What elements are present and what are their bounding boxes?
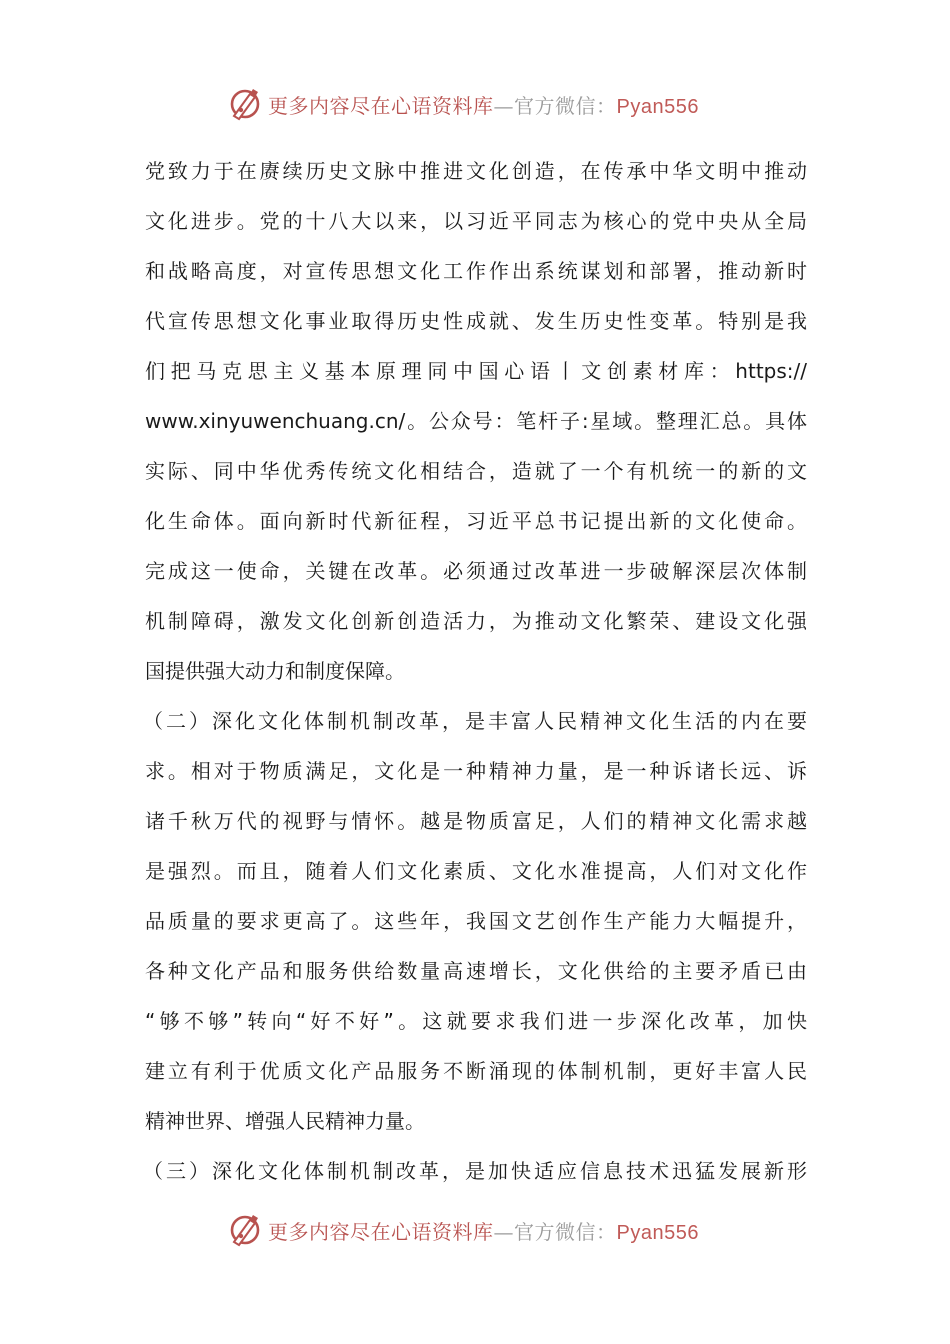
footer-wechat-id: Pyan556	[616, 1221, 699, 1244]
body-line: 机制障碍，激发文化创新创造活力，为推动文化繁荣、建设文化强	[145, 609, 807, 633]
header-separator: —	[493, 93, 514, 118]
header-official-label: 官方微信：	[514, 93, 617, 118]
footer-banner-text	[268, 1216, 699, 1245]
body-line: 各种文化产品和服务供给数量高速增长，文化供给的主要矛盾已由	[145, 959, 807, 983]
body-line: 建立有利于优质文化产品服务不断涌现的体制机制，更好丰富人民	[145, 1059, 807, 1083]
document-body	[145, 146, 807, 1196]
header-banner-text	[268, 90, 699, 119]
header-banner	[228, 84, 748, 124]
body-line: 化生命体。面向新时代新征程，习近平总书记提出新的文化使命。	[145, 509, 807, 533]
body-line: 党致力于在赓续历史文脉中推进文化创造，在传承中华文明中推动	[145, 159, 807, 183]
body-line: 完成这一使命，关键在改革。必须通过改革进一步破解深层次体制	[145, 559, 807, 583]
body-line: 求。相对于物质满足，文化是一种精神力量，是一种诉诸长远、诉	[145, 759, 807, 783]
footer-brand-text: 更多内容尽在心语资料库	[268, 1219, 494, 1244]
body-line: 诸千秋万代的视野与情怀。越是物质富足，人们的精神文化需求越	[145, 809, 807, 833]
body-line: 是强烈。而且，随着人们文化素质、文化水准提高，人们对文化作	[145, 859, 807, 883]
body-line: 文化进步。党的十八大以来，以习近平同志为核心的党中央从全局	[145, 209, 807, 233]
body-line: 代宣传思想文化事业取得历史性成就、发生历史性变革。特别是我	[145, 309, 807, 333]
body-line: 品质量的要求更高了。这些年，我国文艺创作生产能力大幅提升，	[145, 909, 807, 933]
body-line: 和战略高度，对宣传思想文化工作作出系统谋划和部署，推动新时	[145, 259, 807, 283]
section-heading-line: （二）深化文化体制机制改革，是丰富人民精神文化生活的内在要	[143, 709, 807, 733]
pen-logo-icon	[228, 1212, 264, 1248]
body-line: 们把马克思主义基本原理同中国心语丨文创素材库：https://	[145, 359, 807, 383]
body-line: 精神世界、增强人民精神力量。	[145, 1109, 425, 1133]
body-line: “够不够”转向“好不好”。这就要求我们进一步深化改革，加快	[145, 1009, 807, 1033]
footer-separator: —	[493, 1219, 514, 1244]
footer-official-label: 官方微信：	[514, 1219, 617, 1244]
section-heading-line: （三）深化文化体制机制改革，是加快适应信息技术迅猛发展新形	[143, 1159, 807, 1183]
pen-logo-icon	[228, 86, 264, 122]
header-wechat-id: Pyan556	[616, 95, 699, 118]
body-line: 国提供强大动力和制度保障。	[145, 659, 405, 683]
footer-banner	[228, 1210, 748, 1250]
body-line: 实际、同中华优秀传统文化相结合，造就了一个有机统一的新的文	[145, 459, 807, 483]
header-brand-text: 更多内容尽在心语资料库	[268, 93, 494, 118]
body-line: www.xinyuwenchuang.cn/。公众号：笔杆子:星域。整理汇总。具体	[145, 409, 807, 433]
